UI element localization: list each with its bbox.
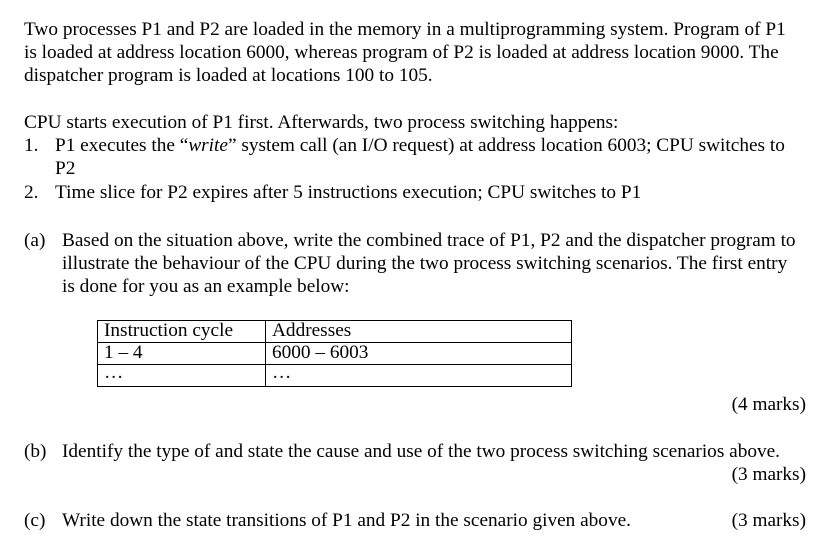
trace-table-header-instruction-cycle: Instruction cycle	[98, 321, 266, 343]
scenario-item-2-line-1: Time slice for P2 expires after 5 instructions execution; CPU switches to P1	[55, 182, 642, 203]
scenario-item-1-line-1	[55, 135, 785, 157]
question-c-marks: (3 marks)	[731, 510, 806, 531]
trace-table-header-addresses: Addresses	[266, 321, 572, 343]
trace-table	[97, 320, 572, 387]
scenario-lead: CPU starts execution of P1 first. Afterwards, two process switching happens:	[24, 112, 619, 133]
scenario-item-2-number: 2.	[24, 182, 39, 203]
trace-table-cell-cycle: …	[98, 365, 266, 387]
scenario-item-1-write-keyword: write	[188, 135, 228, 156]
intro-line-1: Two processes P1 and P2 are loaded in the memory in a multiprogramming system. Program of P1	[24, 19, 786, 40]
question-c-line-1: Write down the state transitions of P1 and P2 in the scenario given above.	[62, 510, 631, 531]
question-a-label: (a)	[24, 230, 46, 251]
question-a-marks: (4 marks)	[731, 394, 806, 415]
trace-table-cell-address: …	[266, 365, 572, 387]
scenario-item-1-line-2: P2	[55, 158, 76, 179]
intro-line-3: dispatcher program is loaded at locations 100 to 105.	[24, 65, 433, 86]
question-a-line-1: Based on the situation above, write the combined trace of P1, P2 and the dispatcher program to	[62, 230, 796, 251]
question-b-label: (b)	[24, 441, 47, 462]
question-b-line-1: Identify the type of and state the cause and use of the two process switching scenarios above.	[62, 441, 781, 462]
trace-table-cell-cycle: 1 – 4	[98, 343, 266, 365]
scenario-item-1-text-b: ” system call (an I/O request) at address location 6003; CPU switches to	[227, 135, 785, 156]
trace-table-cell-address: 6000 – 6003	[266, 343, 572, 365]
question-a-line-2: illustrate the behaviour of the CPU during the two process switching scenarios. The first entry	[62, 253, 788, 274]
question-a-line-3: is done for you as an example below:	[62, 276, 350, 297]
intro-line-2: is loaded at address location 6000, whereas program of P2 is loaded at address location 9000. The	[24, 42, 779, 63]
question-c-label: (c)	[24, 510, 46, 531]
table-row	[98, 365, 572, 387]
trace-table-header-row	[98, 321, 572, 343]
scenario-item-1-number: 1.	[24, 135, 39, 156]
question-b-marks: (3 marks)	[731, 464, 806, 485]
table-row	[98, 343, 572, 365]
scenario-item-1-text-a: P1 executes the “	[55, 135, 189, 156]
